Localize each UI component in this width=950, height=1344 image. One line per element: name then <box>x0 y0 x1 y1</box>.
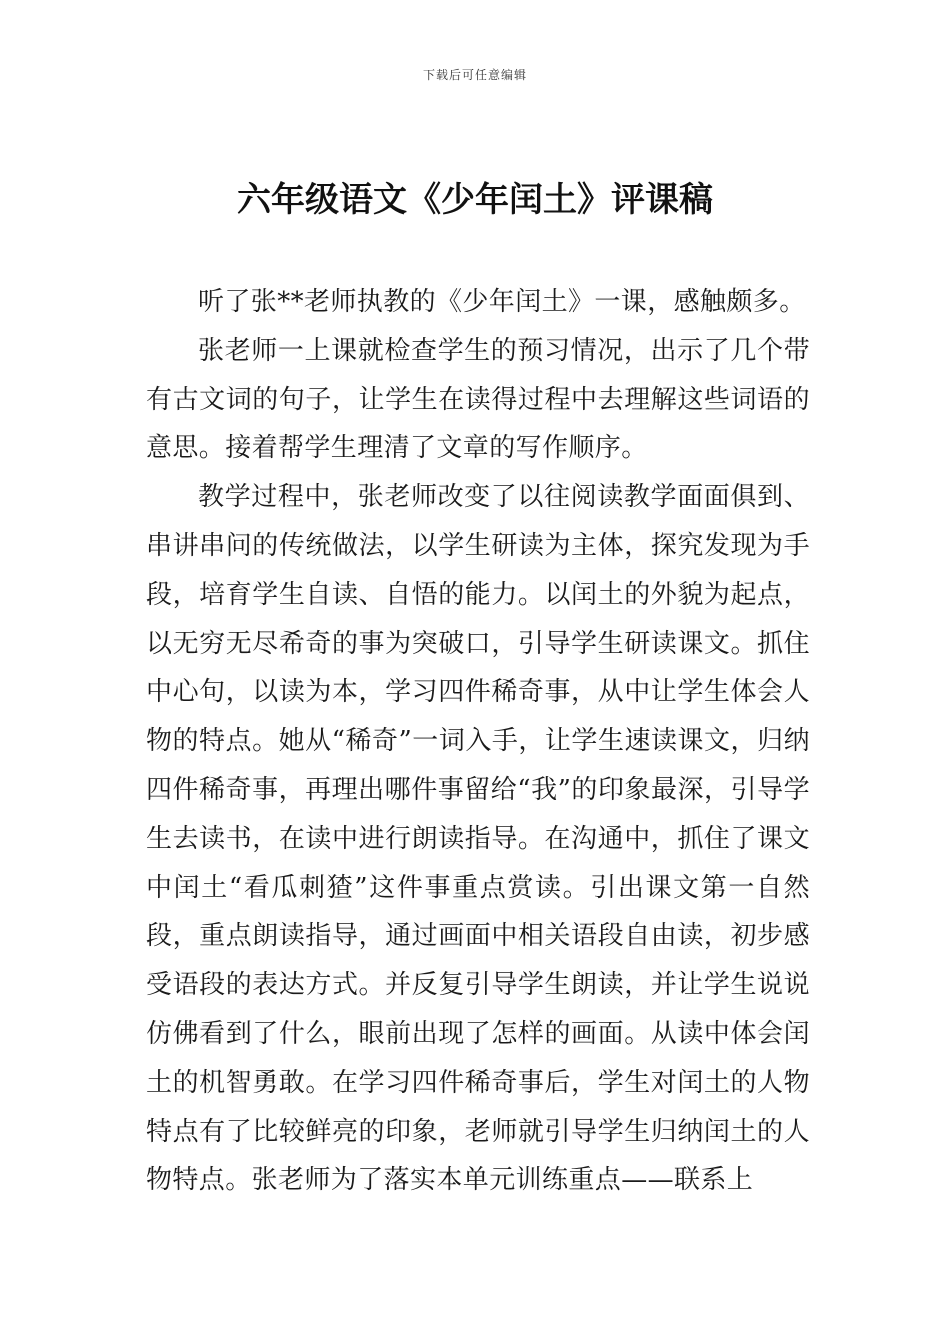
header-note: 下载后可任意编辑 <box>422 68 527 82</box>
paragraph-preview: 张老师一上课就检查学生的预习情况，出示了几个带有古文词的句子，让学生在读得过程中去理解这些词语的意思。接着帮学生理清了文章的写作顺序。 <box>146 335 810 464</box>
document-body <box>146 278 810 1205</box>
paragraph-intro: 听了张**老师执教的《少年闰土》一课，感触颇多。 <box>198 287 806 317</box>
paragraph-teaching-process: 教学过程中，张老师改变了以往阅读教学面面俱到、串讲串问的传统做法，以学生研读为主体，探究发现为手段，培育学生自读、自悟的能力。以闰土的外貌为起点，以无穷无尽希奇的事为突破口，引导学生研读课文。抓住中心句，以读为本，学习四件稀奇事，从中让学生体会人物的特点。她从“稀奇”一词入手，让学生速读课文，归纳四件稀奇事，再理出哪件事留给“我”的印象最深，引导学生去读书，在读中进行朗读指导。在沟通中，抓住了课文中闰土“看瓜刺猹”这件事重点赏读。引出课文第一自然段，重点朗读指导，通过画面中相关语段自由读，初步感受语段的表达方式。并反复引导学生朗读，并让学生说说仿佛看到了什么，眼前出现了怎样的画面。从读中体会闰土的机智勇敢。在学习四件稀奇事后，学生对闰土的人物特点有了比较鲜亮的印象，老师就引导学生归纳闰土的人物特点。张老师为了落实本单元训练重点——联系上 <box>146 482 810 1196</box>
document-title: 六年级语文《少年闰土》评课稿 <box>237 180 713 220</box>
